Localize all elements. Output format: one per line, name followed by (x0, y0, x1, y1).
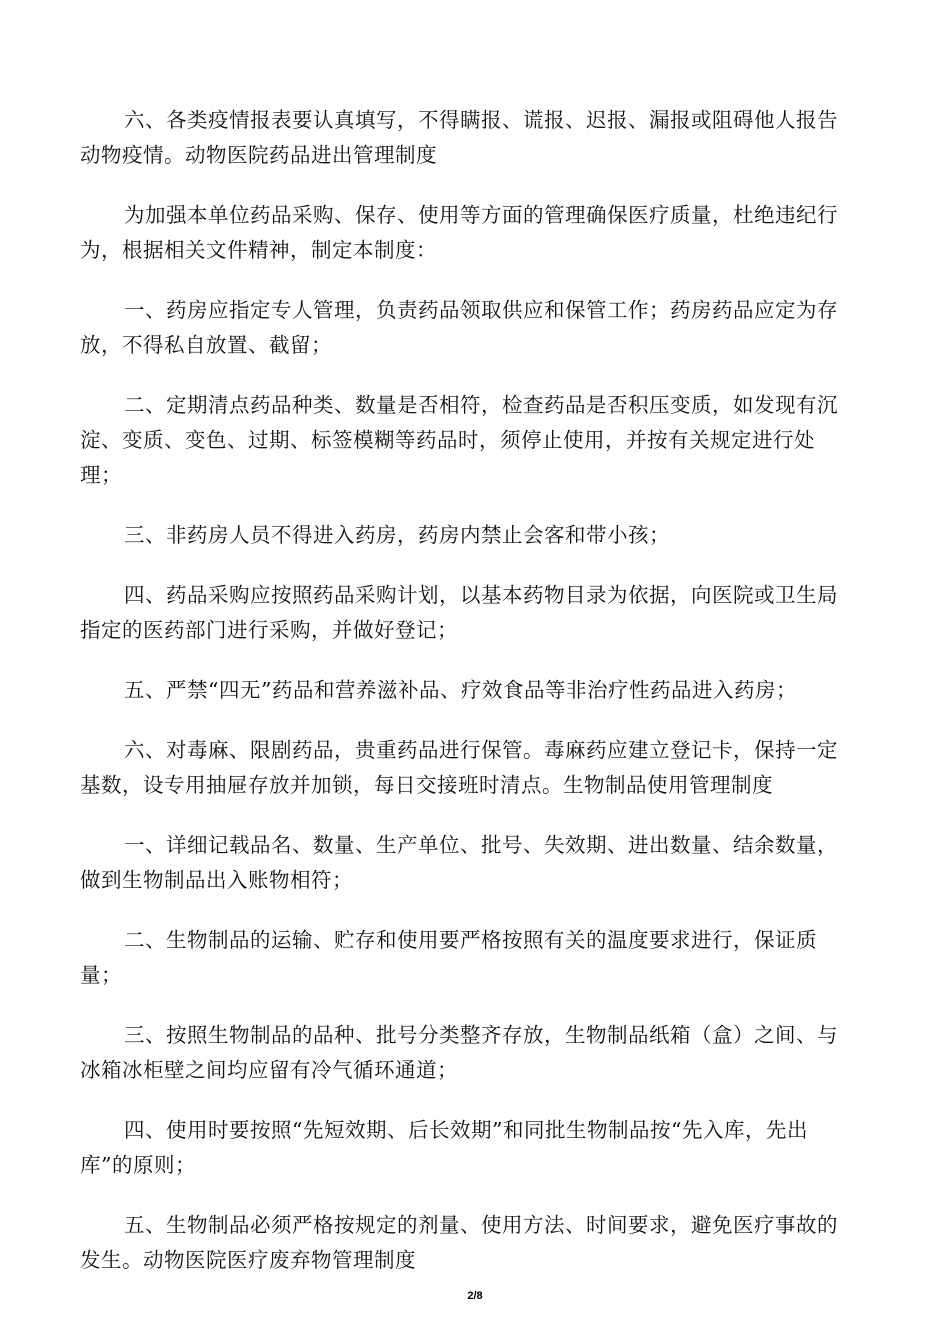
paragraph: 一、详细记载品名、数量、生产单位、批号、失效期、进出数量、结余数量，做到生物制品出入账物相符； (80, 833, 838, 892)
document-body (80, 103, 846, 1303)
paragraph: 六、对毒麻、限剧药品，贵重药品进行保管。毒麻药应建立登记卡，保持一定基数，设专用抽屉存放并加锁，每日交接班时清点。生物制品使用管理制度 (80, 738, 838, 797)
paragraph: 五、生物制品必须严格按规定的剂量、使用方法、时间要求，避免医疗事故的发生。动物医院医疗废弃物管理制度 (80, 1213, 838, 1272)
paragraph: 六、各类疫情报表要认真填写，不得瞒报、谎报、迟报、漏报或阻碍他人报告动物疫情。动物医院药品进出管理制度 (80, 108, 838, 167)
paragraph: 四、使用时要按照“先短效期、后长效期”和同批生物制品按“先入库，先出库”的原则； (80, 1118, 808, 1177)
paragraph: 三、非药房人员不得进入药房，药房内禁止会客和带小孩； (124, 523, 670, 547)
paragraph: 四、药品采购应按照药品采购计划，以基本药物目录为依据，向医院或卫生局指定的医药部门进行采购，并做好登记； (80, 583, 838, 642)
paragraph: 为加强本单位药品采购、保存、使用等方面的管理确保医疗质量，杜绝违纪行为，根据相关文件精神，制定本制度： (80, 203, 838, 262)
paragraph: 二、定期清点药品种类、数量是否相符，检查药品是否积压变质，如发现有沉淀、变质、变色、过期、标签模糊等药品时，须停止使用，并按有关规定进行处理； (80, 393, 838, 487)
paragraph: 三、按照生物制品的品种、批号分类整齐存放，生物制品纸箱（盒）之间、与冰箱冰柜壁之间均应留有冷气循环通道； (80, 1023, 838, 1082)
paragraph: 一、药房应指定专人管理，负责药品领取供应和保管工作；药房药品应定为存放，不得私自放置、截留； (80, 298, 838, 357)
paragraph: 二、生物制品的运输、贮存和使用要严格按照有关的温度要求进行，保证质量； (80, 928, 817, 987)
paragraph: 五、严禁“四无”药品和营养滋补品、疗效食品等非治疗性药品进入药房； (124, 678, 797, 702)
page-number: 2/8 (467, 1290, 483, 1302)
